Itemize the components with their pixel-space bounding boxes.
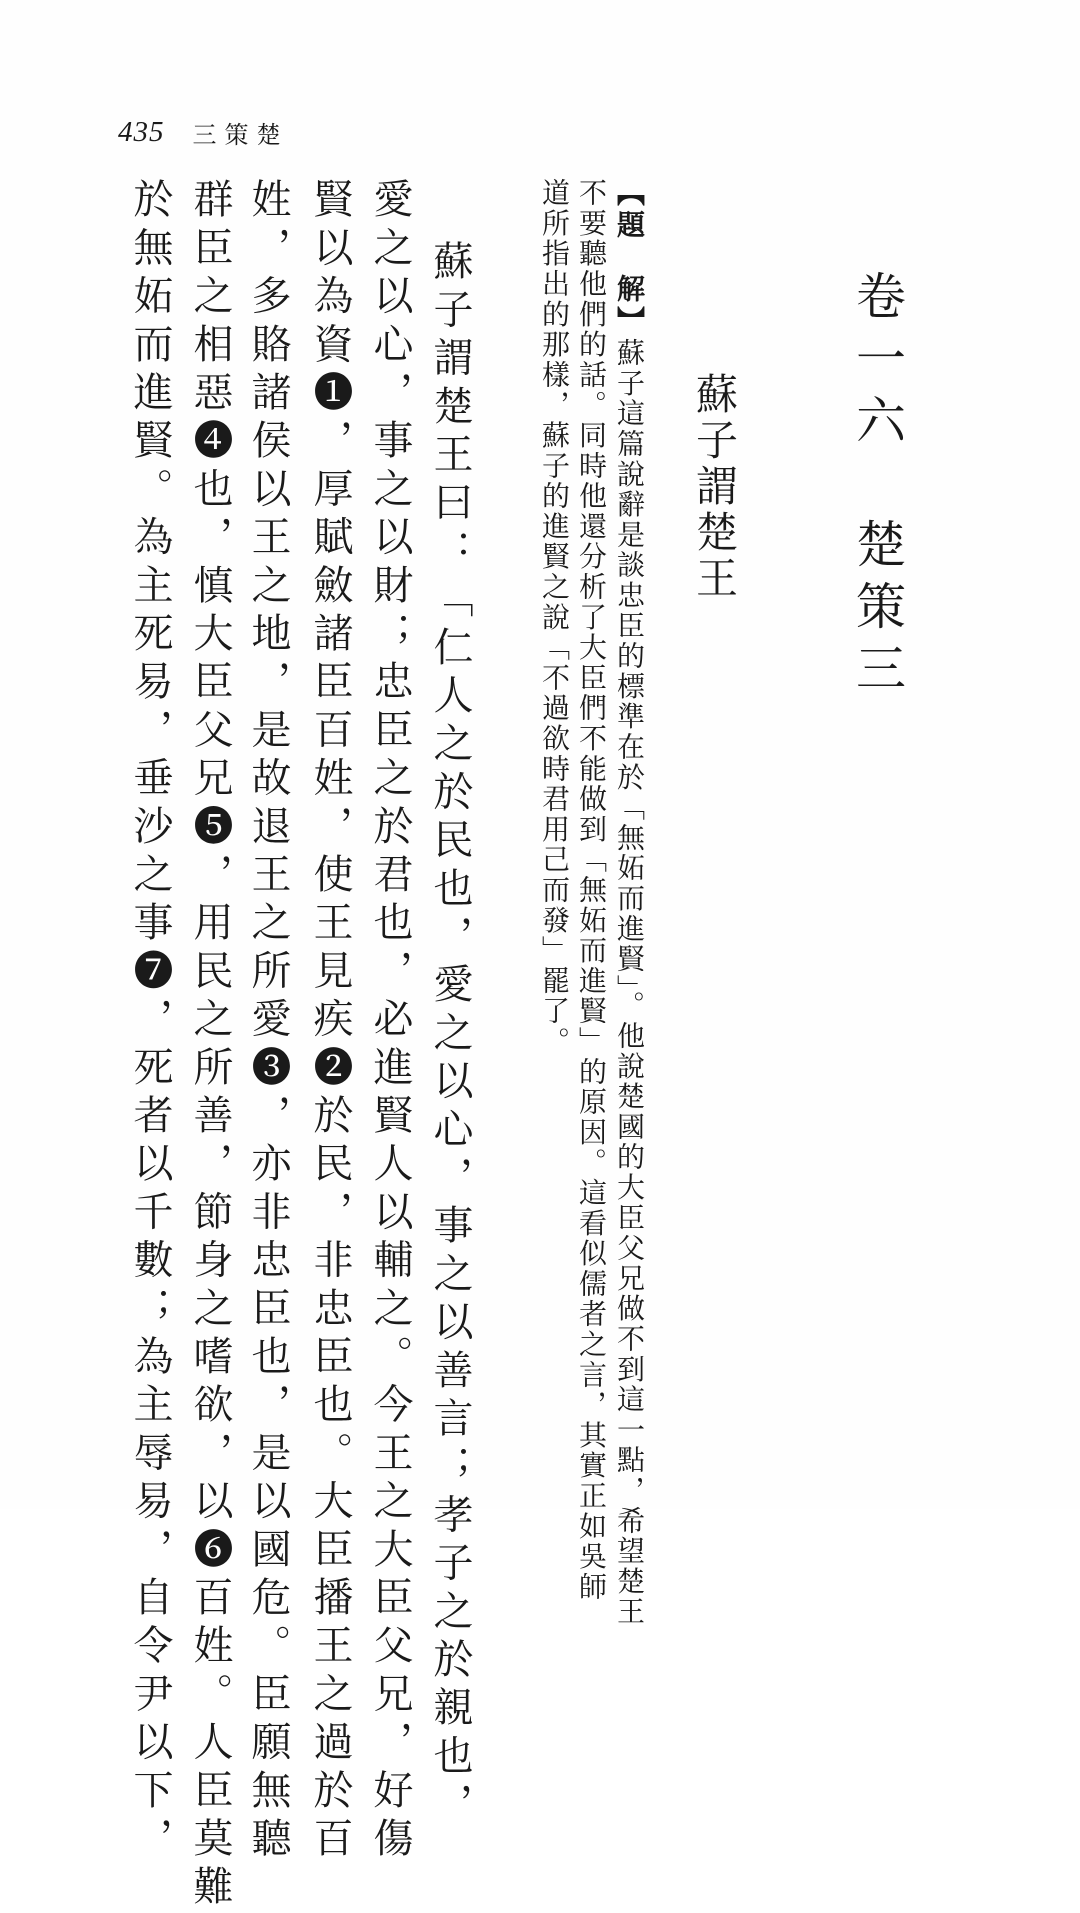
chapter-title: 卷一六 楚策三 [848, 270, 906, 704]
tijie-line-2: 不要聽他們的話。同時他還分析了大臣們不能做到「無妬而進賢」的原因。這看似儒者之言，其實正如吳師 [575, 178, 608, 1603]
body-line-5: 群臣之相惡❹也，慎大臣父兄❺，用民之所善，節身之嗜欲，以❻百姓。人臣莫難 [187, 178, 233, 1913]
body-line-6: 於無妬而進賢。為主死易，垂沙之事❼，死者以千數；為主辱易，自令尹以下， [127, 178, 173, 1865]
page-number: 435 [118, 115, 165, 148]
body-line-2: 愛之以心，事之以財；忠臣之於君也，必進賢人以輔之。今王之大臣父兄，好傷 [367, 178, 413, 1865]
body-line-4: 姓，多賂諸侯以王之地，是故退王之所愛❸，亦非忠臣也，是以國危。臣願無聽 [245, 178, 291, 1865]
tijie-line-1 [613, 178, 646, 1627]
tijie-label: 【題 解】 [613, 178, 646, 338]
body-line-1: 蘇子謂楚王曰：「仁人之於民也，愛之以心，事之以善言；孝子之於親也， [427, 240, 473, 1831]
body-line-3: 賢以為資❶，厚賦斂諸臣百姓，使王見疾❷於民，非忠臣也。大臣播王之過於百 [307, 178, 353, 1865]
page-header [118, 112, 289, 152]
tijie-line-3: 道所指出的那樣，蘇子的進賢之說「不過欲時君用己而發」罷了。 [538, 178, 571, 1057]
section-title: 蘇子謂楚王 [690, 372, 739, 602]
tijie-text-1: 蘇子這篇說辭是談忠臣的標準在於「無妬而進賢」。他說楚國的大臣父兄做不到這一點，希望楚王 [613, 338, 646, 1627]
running-head: 三策楚 [192, 120, 289, 149]
